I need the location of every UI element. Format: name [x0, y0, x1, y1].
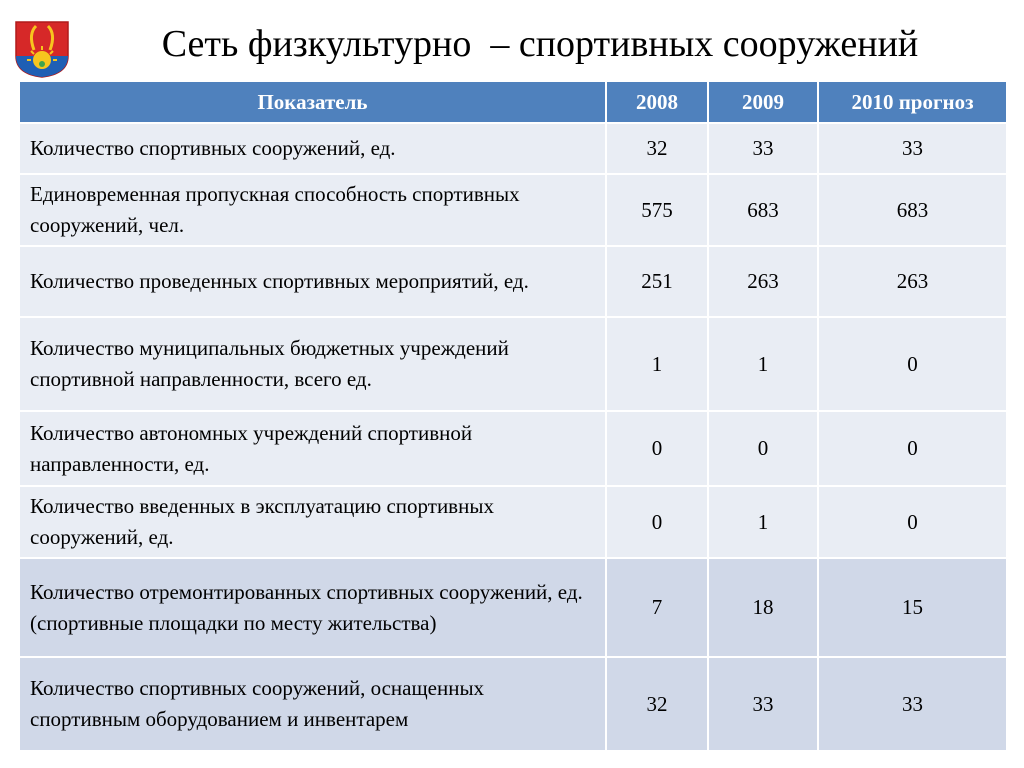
value-2010: 0	[818, 486, 1007, 558]
value-2008: 7	[606, 558, 708, 657]
value-2008: 0	[606, 486, 708, 558]
value-2010: 0	[818, 411, 1007, 486]
row-label: Количество спортивных сооружений, ед.	[19, 123, 606, 174]
value-2008: 32	[606, 123, 708, 174]
value-2009: 1	[708, 486, 818, 558]
value-2008: 32	[606, 657, 708, 751]
table-row	[19, 486, 1007, 558]
table-row	[19, 411, 1007, 486]
header-2009: 2009	[708, 81, 818, 123]
value-2009: 18	[708, 558, 818, 657]
row-label: Количество спортивных сооружений, оснащенных спортивным оборудованием и инвентарем	[19, 657, 606, 751]
city-emblem-icon	[14, 20, 70, 78]
value-2010: 33	[818, 123, 1007, 174]
table-row	[19, 558, 1007, 657]
value-2009: 33	[708, 123, 818, 174]
value-2009: 33	[708, 657, 818, 751]
header-indicator: Показатель	[19, 81, 606, 123]
table-row	[19, 657, 1007, 751]
row-label: Единовременная пропускная способность спортивных сооружений, чел.	[19, 174, 606, 246]
value-2010: 263	[818, 246, 1007, 317]
row-label: Количество проведенных спортивных мероприятий, ед.	[19, 246, 606, 317]
value-2009: 0	[708, 411, 818, 486]
page-title: Сеть физкультурно – спортивных сооружений	[161, 23, 919, 65]
sports-facilities-table	[18, 80, 1008, 752]
table-row	[19, 317, 1007, 411]
value-2009: 263	[708, 246, 818, 317]
table-row	[19, 123, 1007, 174]
row-label: Количество автономных учреждений спортивной направленности, ед.	[19, 411, 606, 486]
row-label: Количество отремонтированных спортивных сооружений, ед. (спортивные площадки по месту жительства)	[19, 558, 606, 657]
value-2008: 0	[606, 411, 708, 486]
value-2010: 683	[818, 174, 1007, 246]
row-label: Количество введенных в эксплуатацию спортивных сооружений, ед.	[19, 486, 606, 558]
value-2009: 683	[708, 174, 818, 246]
table-header-row	[19, 81, 1007, 123]
value-2009: 1	[708, 317, 818, 411]
header-2008: 2008	[606, 81, 708, 123]
value-2010: 0	[818, 317, 1007, 411]
table-row	[19, 246, 1007, 317]
value-2010: 15	[818, 558, 1007, 657]
table-row	[19, 174, 1007, 246]
value-2010: 33	[818, 657, 1007, 751]
row-label: Количество муниципальных бюджетных учреждений спортивной направленности, всего ед.	[19, 317, 606, 411]
value-2008: 575	[606, 174, 708, 246]
value-2008: 251	[606, 246, 708, 317]
value-2008: 1	[606, 317, 708, 411]
header-2010-forecast: 2010 прогноз	[818, 81, 1007, 123]
